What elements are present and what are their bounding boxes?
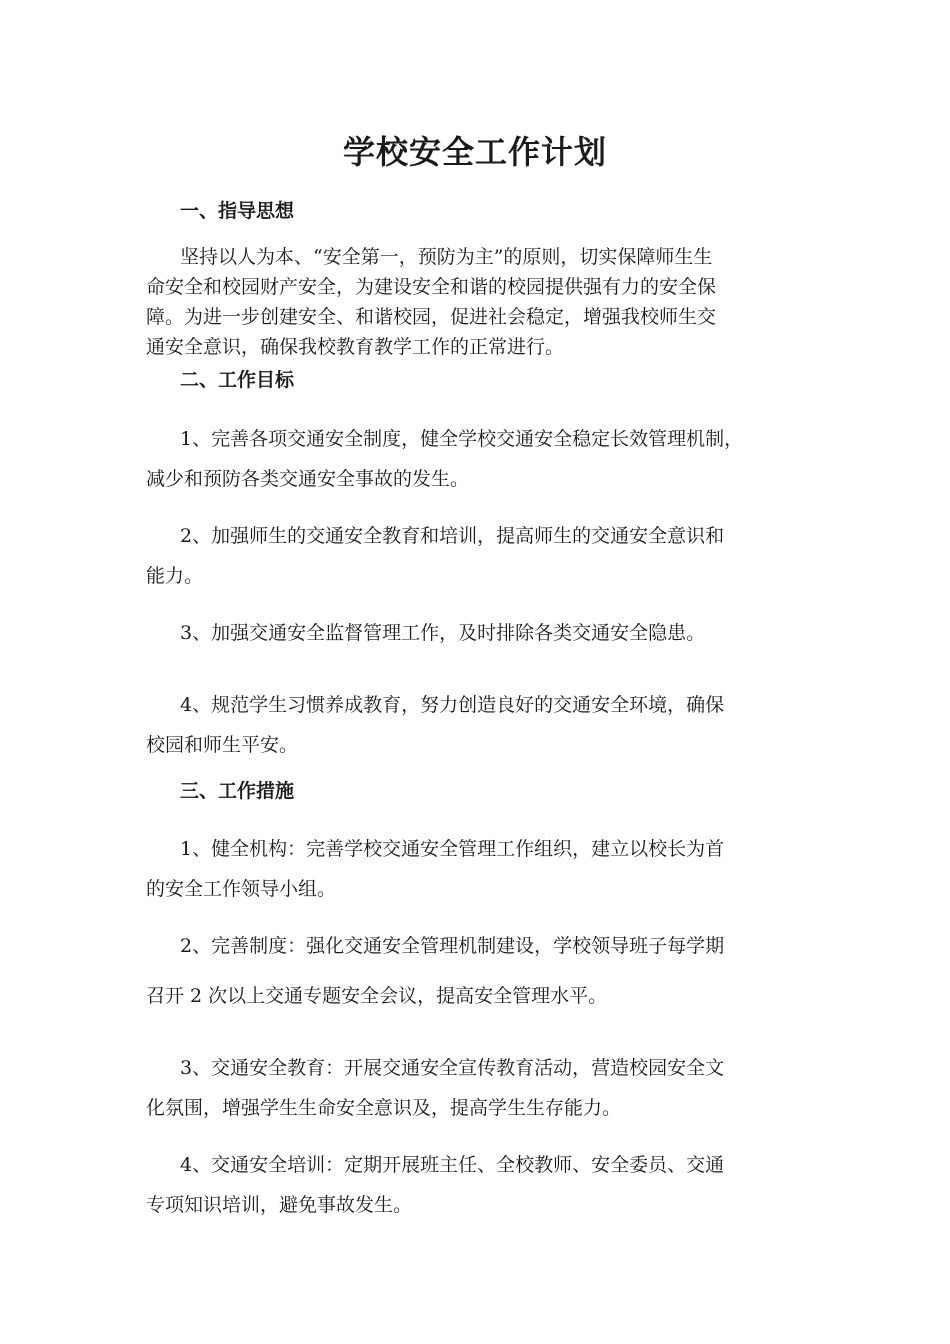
paragraph-measure-3 (146, 1048, 816, 1128)
paragraph-line: 减少和预防各类交通安全事故的发生。 (146, 468, 470, 490)
paragraph-line: 的安全工作领导小组。 (146, 878, 337, 900)
paragraph-line: 通安全意识，确保我校教育教学工作的正常进行。 (146, 336, 565, 358)
paragraph-line: 1、健全机构：完善学校交通安全管理工作组织，建立以校长为首 (180, 838, 725, 860)
paragraph-line: 4、规范学生习惯养成教育，努力创造良好的交通安全环境，确保 (180, 694, 725, 716)
paragraph-line: 3、交通安全教育：开展交通安全宣传教育活动，营造校园安全文 (180, 1057, 725, 1079)
section-heading-work-measures: 三、工作措施 (180, 780, 295, 802)
paragraph-line: 命安全和校园财产安全，为建设安全和谐的校园提供强有力的安全保 (146, 276, 717, 298)
paragraph-line: 坚持以人为本、“安全第一，预防为主”的原则，切实保障师生生 (180, 246, 713, 268)
paragraph-line: 障。为进一步创建安全、和谐校园，促进社会稳定，增强我校师生交 (146, 306, 717, 328)
paragraph-measure-4 (146, 1145, 816, 1225)
paragraph-measure-2 (146, 926, 816, 1016)
paragraph-goal-2 (146, 516, 816, 596)
paragraph-line: 能力。 (146, 565, 204, 587)
paragraph-line: 专项知识培训，避免事故发生。 (146, 1194, 413, 1216)
paragraph-line: 校园和师生平安。 (146, 734, 299, 756)
paragraph-goal-4 (146, 685, 816, 765)
paragraph-guiding-ideology (146, 242, 816, 362)
paragraph-measure-1 (146, 829, 816, 909)
section-heading-work-goals: 二、工作目标 (180, 369, 295, 391)
paragraph-line: 化氛围，增强学生生命安全意识及，提高学生生存能力。 (146, 1097, 622, 1119)
paragraph-goal-1 (146, 419, 816, 499)
paragraph-line: 2、加强师生的交通安全教育和培训，提高师生的交通安全意识和 (180, 525, 725, 547)
paragraph-line: 3、加强交通安全监督管理工作，及时排除各类交通安全隐患。 (180, 622, 706, 644)
document-title: 学校安全工作计划 (342, 133, 607, 171)
paragraph-line: 1、完善各项交通安全制度，健全学校交通安全稳定长效管理机制， (180, 428, 744, 450)
paragraph-line: 4、交通安全培训：定期开展班主任、全校教师、安全委员、交通 (180, 1154, 725, 1176)
paragraph-line: 召开 2 次以上交通专题安全会议，提高安全管理水平。 (146, 985, 608, 1007)
paragraph-line: 2、完善制度：强化交通安全管理机制建设，学校领导班子每学期 (180, 935, 725, 957)
paragraph-goal-3 (146, 613, 816, 653)
section-heading-guiding-ideology: 一、指导思想 (180, 200, 295, 222)
